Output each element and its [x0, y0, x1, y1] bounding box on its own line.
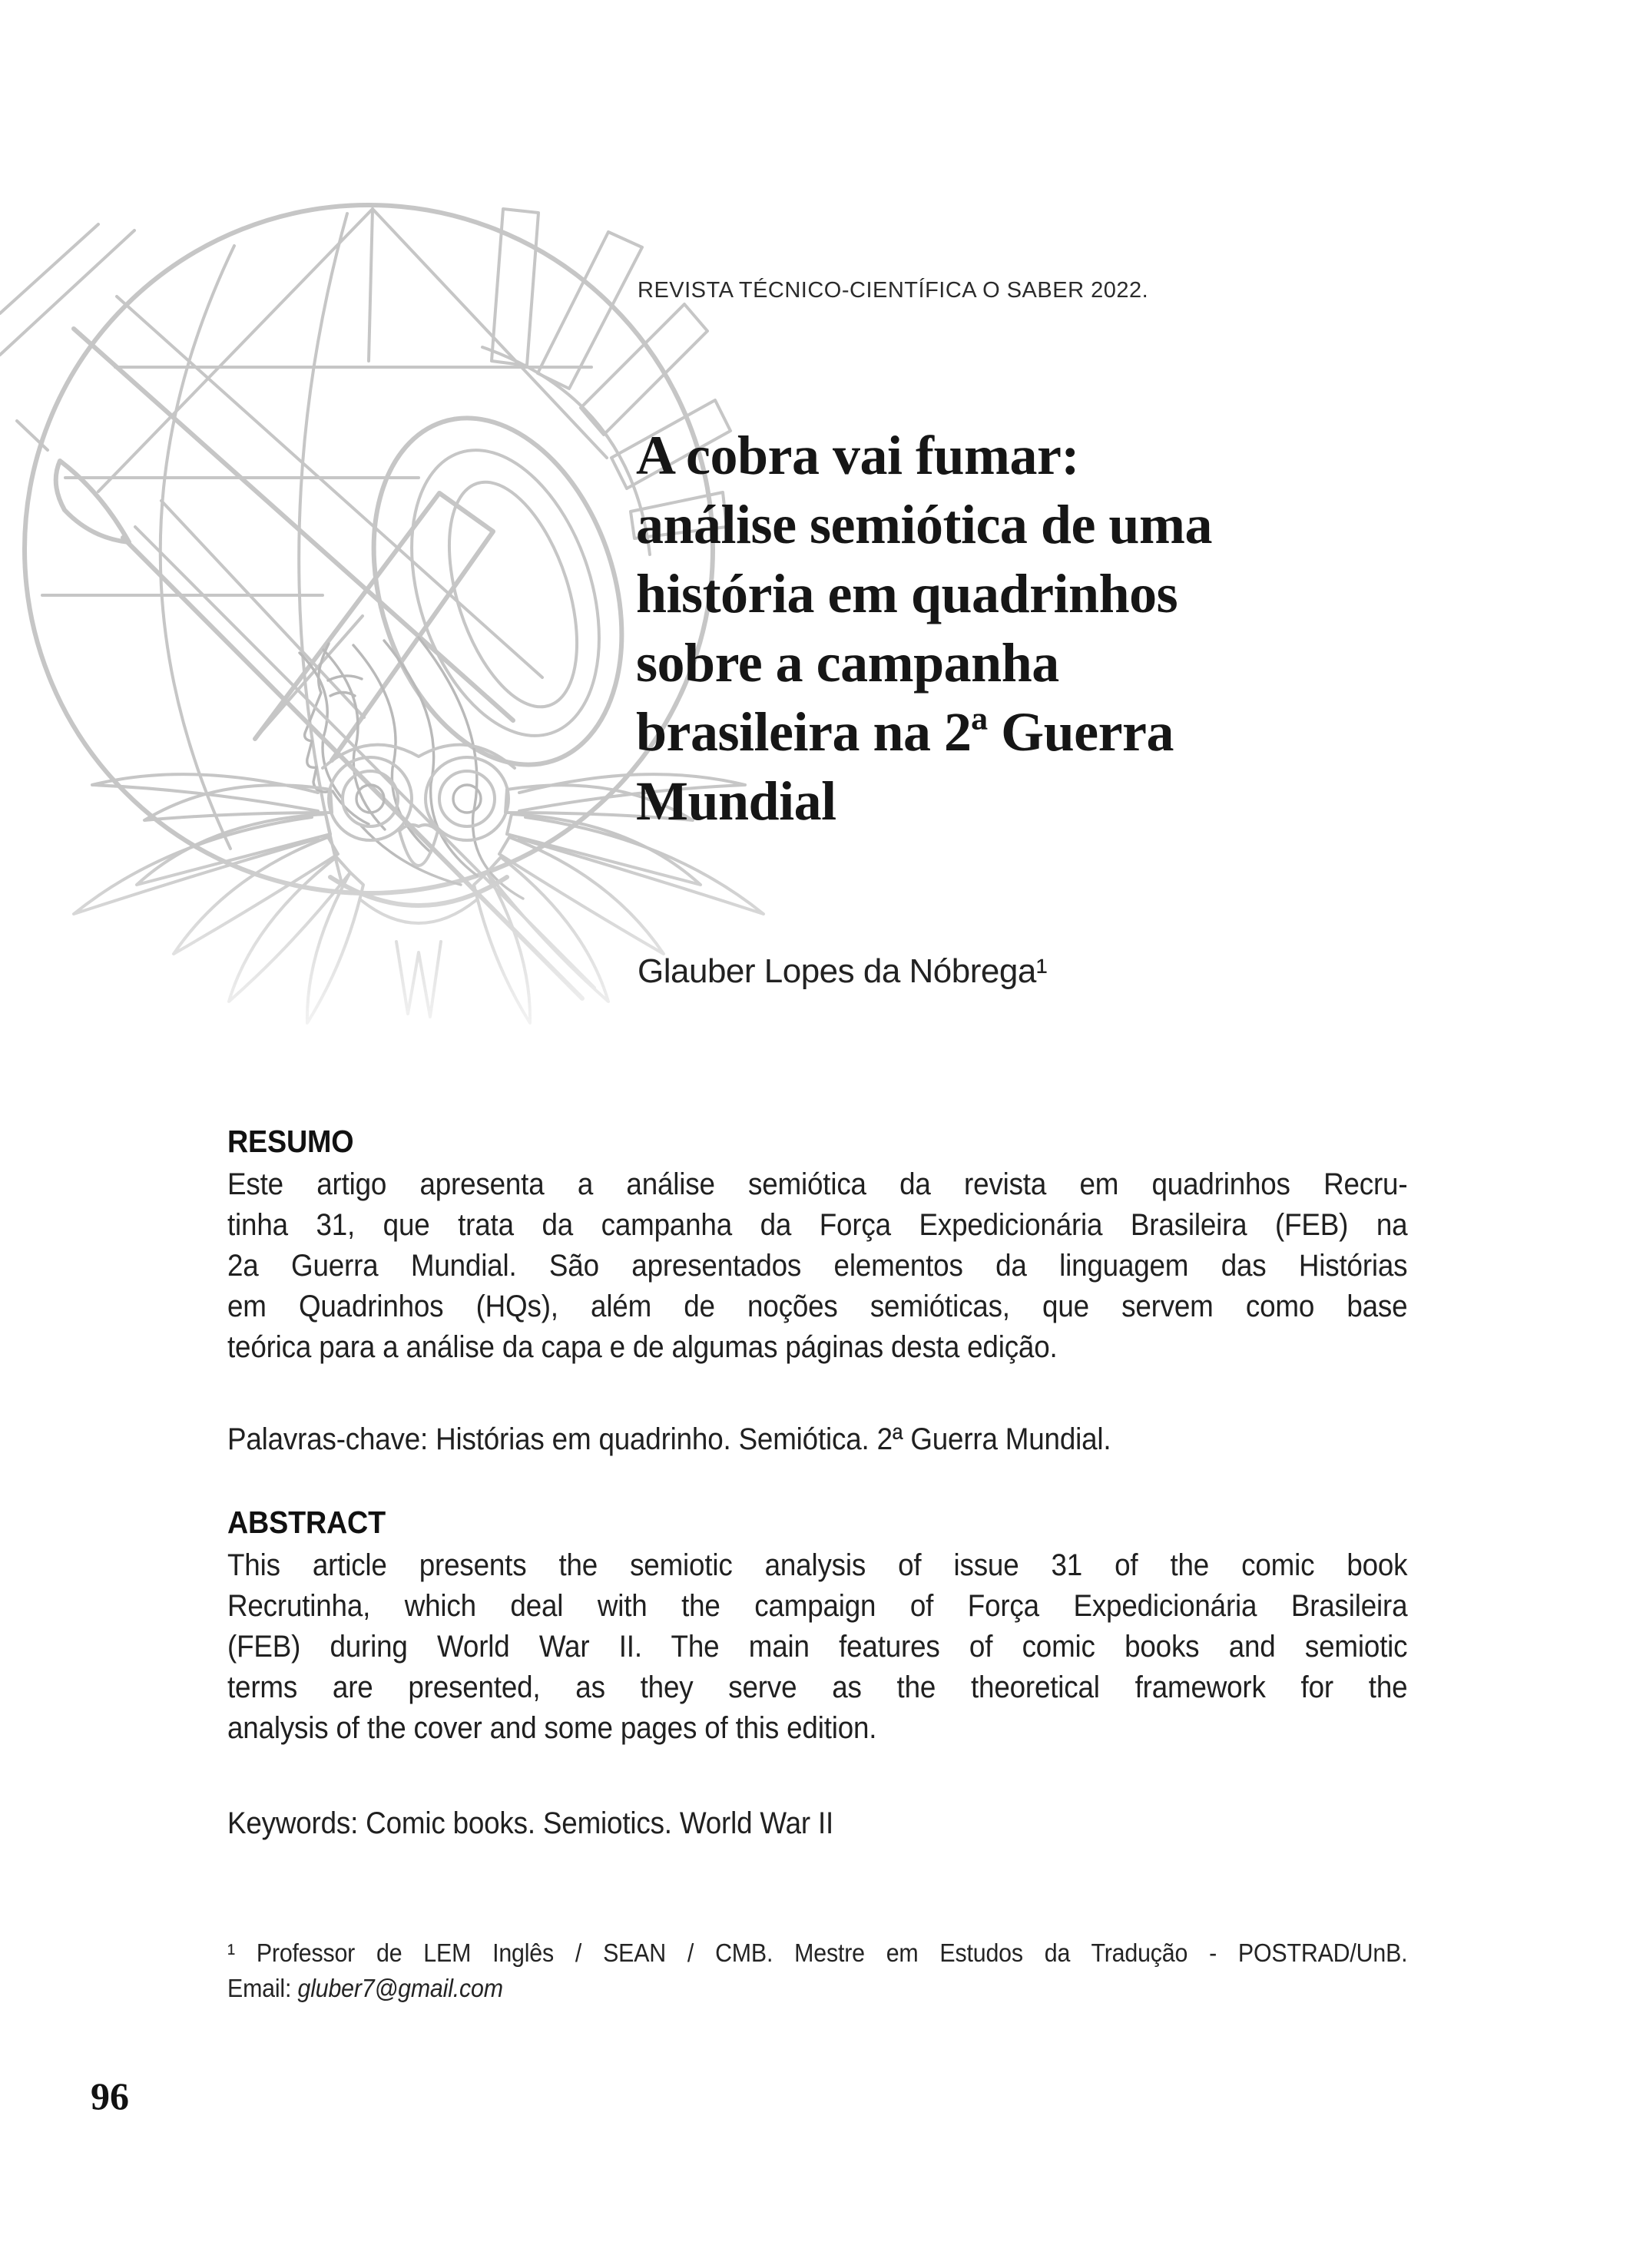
title-line-6: Mundial [636, 770, 836, 832]
title-line-2: análise semiótica de uma [636, 494, 1212, 555]
abstract-line: This article presents the semiotic analysis of issue 31 of the comic book [227, 1548, 1408, 1582]
abstract-line: Recrutinha, which deal with the campaign of Força Expedicionária Brasileira [227, 1589, 1408, 1623]
title-line-4: sobre a campanha [636, 632, 1059, 694]
journal-header: REVISTA TÉCNICO-CIENTÍFICA O SABER 2022. [638, 278, 1149, 303]
title-line-5: brasileira na 2ª Guerra [636, 701, 1174, 763]
footnote-email-label: Email: [227, 1974, 298, 2002]
footnote [227, 1935, 1407, 2006]
article-body [227, 1123, 1407, 2006]
abstract-line: (FEB) during World War II. The main features of comic books and semiotic [227, 1630, 1408, 1664]
author-name: Glauber Lopes da Nóbrega¹ [638, 952, 1047, 990]
keywords-line: Keywords: Comic books. Semiotics. World War II [227, 1806, 834, 1840]
abstract-line: analysis of the cover and some pages of this edition. [227, 1711, 877, 1745]
resumo-line: teórica para a análise da capa e de algumas páginas desta edição. [227, 1330, 1058, 1364]
abstract-heading: ABSTRACT [227, 1505, 386, 1540]
article-title [636, 421, 1389, 836]
resumo-line: em Quadrinhos (HQs), além de noções semióticas, que servem como base [227, 1290, 1408, 1323]
resumo-heading: RESUMO [227, 1124, 354, 1159]
resumo-line: tinha 31, que trata da campanha da Força Expedicionária Brasileira (FEB) na [227, 1208, 1408, 1242]
title-line-1: A cobra vai fumar: [636, 425, 1079, 486]
palavras-chave-line: Palavras-chave: Histórias em quadrinho. Semiótica. 2ª Guerra Mundial. [227, 1422, 1111, 1456]
page-number: 96 [91, 2074, 129, 2117]
title-line-3: história em quadrinhos [636, 563, 1178, 624]
resumo-line: Este artigo apresenta a análise semiótica da revista em quadrinhos Recru- [227, 1167, 1408, 1201]
footnote-line1: ¹ Professor de LEM Inglês / SEAN / CMB. Mestre em Estudos da Tradução - POSTRAD/UnB. [227, 1939, 1408, 1967]
footnote-email: gluber7@gmail.com [297, 1974, 503, 2002]
abstract-line: terms are presented, as they serve as the theoretical framework for the [227, 1670, 1408, 1704]
footnote-line2 [227, 1971, 1407, 2006]
resumo-line: 2a Guerra Mundial. São apresentados elementos da linguagem das Histórias [227, 1249, 1408, 1283]
